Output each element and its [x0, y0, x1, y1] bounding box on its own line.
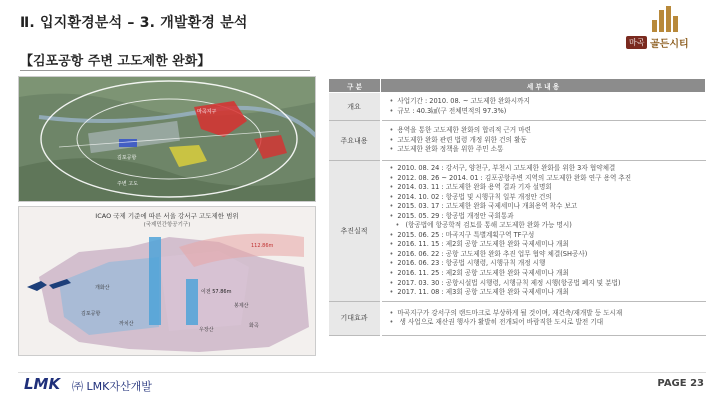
list-item: • 2015. 05. 29 : 항공법 개정안 국회통과	[390, 212, 700, 222]
table-header-row	[329, 79, 706, 93]
list-item: • 2010. 08. 24 : 강서구, 양천구, 부천시 고도제한 완화를 위한 3자 협약체결	[390, 164, 700, 174]
row-category: 기대효과	[329, 301, 381, 335]
map-label: 까치산	[119, 321, 134, 327]
list-item-note: • (항공법에 항공학적 검토를 통해 고도제한 완화 가능 명시)	[390, 221, 700, 231]
list-item: • 고도제한 완화 관련 법령 개정 위한 건의 활동	[390, 136, 700, 146]
row-detail	[381, 161, 706, 302]
page-number: PAGE 23	[657, 378, 704, 389]
map-label: 봉제산	[234, 303, 249, 309]
list-item: • 2015. 03. 17 : 고도제한 완화 국제세미나 개최용역 착수 보고	[390, 202, 700, 212]
list-item: • 규모 : 40.3㎢(구 전체면적의 97.3%)	[390, 107, 700, 117]
table-row	[329, 161, 706, 302]
table-row	[329, 121, 706, 161]
subtitle-divider	[20, 70, 310, 71]
row-category: 개요	[329, 93, 381, 121]
footer-divider	[18, 372, 706, 373]
logo-badge: 마곡	[626, 36, 647, 49]
section-title: Ⅱ. 입지환경분석 – 3. 개발환경 분석	[20, 15, 248, 31]
icao-map-title: ICAO 국제 기준에 따른 서울 강서구 고도제한 범위	[95, 212, 239, 220]
icao-height-map	[18, 206, 316, 356]
row-detail	[381, 121, 706, 161]
aerial-height-map	[18, 76, 316, 202]
table-row	[329, 301, 706, 335]
icao-map-graphic	[19, 207, 316, 356]
row-detail	[381, 301, 706, 335]
list-item: • 2015. 06. 25 : 마곡지구 특별계획구역 TF구성	[390, 231, 700, 241]
list-item: • 2014. 10. 02 : 항공법 및 시행규칙 일부 개정안 건의	[390, 193, 700, 203]
list-item: • 마곡지구가 강서구의 랜드마크로 부상하게 될 것이며, 재건축/재개발 등 도시재	[390, 309, 700, 319]
row-detail	[381, 93, 706, 121]
list-item: • 2016. 06. 23 : 항공법 시행령, 시행규칙 개정 시행	[390, 259, 700, 269]
company-name: ㈜ LMK자산개발	[72, 380, 152, 393]
list-item: • 2016. 11. 15 : 제2회 공항 고도제한 완화 국제세미나 개최	[390, 240, 700, 250]
list-item: • 2012. 08. 26 ~ 2014. 01 : 김포공항주변 지역의 고도제한 완화 연구 용역 추진	[390, 174, 700, 184]
lmk-logo: LMK	[24, 375, 61, 393]
list-item: • 2014. 03. 11 : 고도제한 완화 용역 결과 기자 설명회	[390, 183, 700, 193]
list-item: • 용역을 통한 고도제한 완화의 합리적 근거 마련	[390, 126, 700, 136]
table-header-detail: 세 부 내 용	[381, 79, 706, 93]
list-item: • 2016. 11. 25 : 제2회 공항 고도제한 완화 국제세미나 개최	[390, 269, 700, 279]
list-item: • 고도제한 완화 정책을 위한 주민 소통	[390, 145, 700, 155]
list-item: • 2017. 11. 08 : 제3회 공항 고도제한 완화 국제세미나 개최	[390, 288, 700, 298]
aerial-map-graphic	[19, 77, 316, 202]
map-label: 마곡지구	[197, 109, 217, 115]
map-label: 화곡	[249, 323, 259, 329]
map-label: 우장산	[199, 327, 214, 333]
logo-text: 골든시티	[650, 39, 689, 50]
table-header-category: 구 분	[329, 79, 381, 93]
list-item: • 2017. 03. 30 : 공항시설법 시행령, 시행규칙 제정 시행(항공법 폐지 및 분법)	[390, 279, 700, 289]
golden-city-logo	[626, 6, 706, 58]
map-label: 이전 57.86m	[201, 289, 232, 295]
table-row	[329, 93, 706, 121]
building-icon	[652, 6, 682, 32]
map-label: 개화산	[95, 285, 110, 291]
height-restriction-table	[328, 78, 706, 336]
page-subtitle: 【김포공항 주변 고도제한 완화】	[20, 54, 211, 69]
icao-map-subtitle: (국제민간항공기구)	[143, 222, 191, 228]
list-item-continuation: • 생 사업으로 재산권 행사가 활발히 전개되어 바람직한 도시로 발전 기대	[390, 318, 700, 328]
map-label: 김포공항	[117, 155, 137, 161]
map-label: 김포공항	[81, 311, 101, 317]
list-item: • 사업기간 : 2010. 08. ~ 고도제한 완화시까지	[390, 97, 700, 107]
row-category: 주요내용	[329, 121, 381, 161]
list-item: • 2016. 06. 22 : 공항 고도제한 완화 추진 업무 협약 체결(SH공사)	[390, 250, 700, 260]
row-category: 추진실적	[329, 161, 381, 302]
map-label: 주변 고도	[117, 181, 138, 187]
map-label: 112.86m	[251, 243, 274, 249]
